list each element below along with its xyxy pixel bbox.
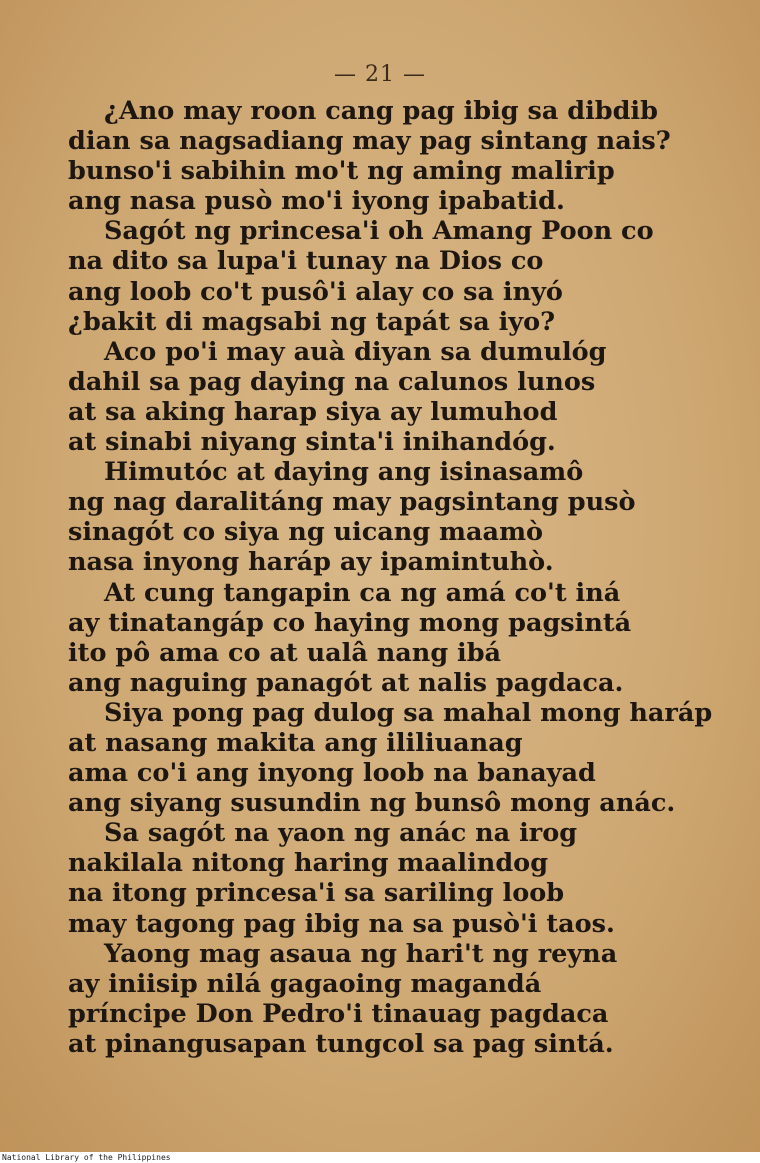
- verse-line: Sagót ng princesa'i oh Amang Poon co: [104, 216, 654, 247]
- verse-line: nakilala nitong haring maalindog: [68, 848, 549, 879]
- verse-line: na dito sa lupa'i tunay na Dios co: [68, 246, 544, 277]
- verse-line: ay tinatangáp co haying mong pagsintá: [68, 607, 632, 638]
- verse-line: dahil sa pag daying na calunos lunos: [68, 366, 596, 397]
- verse-line: dian sa nagsadiang may pag sintang nais?: [68, 126, 671, 157]
- verse-line: Himutóc at daying ang isinasamô: [104, 457, 584, 488]
- verse-line: Yaong mag asaua ng hari't ng reyna: [104, 938, 618, 969]
- verse-line: bunso'i sabihin mo't ng aming malirip: [68, 156, 615, 187]
- verse-line: ng nag daralitáng may pagsintang pusò: [68, 487, 636, 518]
- verse-line: ¿bakit di magsabi ng tapát sa iyo?: [68, 306, 556, 337]
- verse-line: at pinangusapan tungcol sa pag sintá.: [68, 1028, 614, 1059]
- verse-line: ito pô ama co at ualâ nang ibá: [68, 637, 502, 668]
- verse-line: ang loob co't pusô'i alay co sa inyó: [68, 276, 563, 307]
- verse-line: ang nasa pusò mo'i iyong ipabatid.: [68, 186, 565, 217]
- page-number: — 21 —: [334, 62, 426, 87]
- stanza: [68, 96, 671, 217]
- stanza: [68, 818, 668, 938]
- stanza: [68, 578, 668, 698]
- verse-line: At cung tangapin ca ng amá co't iná: [104, 577, 621, 608]
- verse-line: príncipe Don Pedro'i tinauag pagdaca: [68, 998, 609, 1029]
- verse-line: Siya pong pag dulog sa mahal mong haráp: [104, 697, 713, 728]
- library-footer: National Library of the Philippines: [0, 1152, 760, 1163]
- verse-line: at sinabi niyang sinta'i inihandóg.: [68, 427, 556, 458]
- verse-line: sinagót co siya ng uicang maamò: [68, 517, 544, 548]
- verse-line: ¿Ano may roon cang pag ibig sa dibdib: [104, 96, 658, 126]
- verse-line: ang siyang susundin ng bunsô mong anác.: [68, 788, 676, 819]
- verse-line: at sa aking harap siya ay lumuhod: [68, 396, 558, 427]
- stanza: [68, 457, 668, 577]
- stanza: [68, 697, 713, 819]
- poem-text: [68, 96, 713, 1059]
- verse-line: Sa sagót na yaon ng anác na irog: [104, 818, 578, 849]
- stanza: [68, 337, 668, 457]
- verse-line: may tagong pag ibig na sa pusò'i taos.: [68, 908, 615, 939]
- stanza: [68, 939, 668, 1059]
- verse-line: ay iniisip nilá gagaoing magandá: [68, 968, 542, 999]
- stanza: [68, 216, 668, 336]
- verse-line: ama co'i ang inyong loob na banayad: [68, 758, 596, 789]
- verse-line: nasa inyong haráp ay ipamintuhò.: [68, 547, 554, 578]
- verse-line: ang naguing panagót at nalis pagdaca.: [68, 667, 624, 698]
- verse-line: Aco po'i may auà diyan sa dumulóg: [104, 336, 607, 367]
- verse-line: na itong princesa'i sa sariling loob: [68, 878, 565, 909]
- verse-line: at nasang makita ang ililiuanag: [68, 727, 523, 758]
